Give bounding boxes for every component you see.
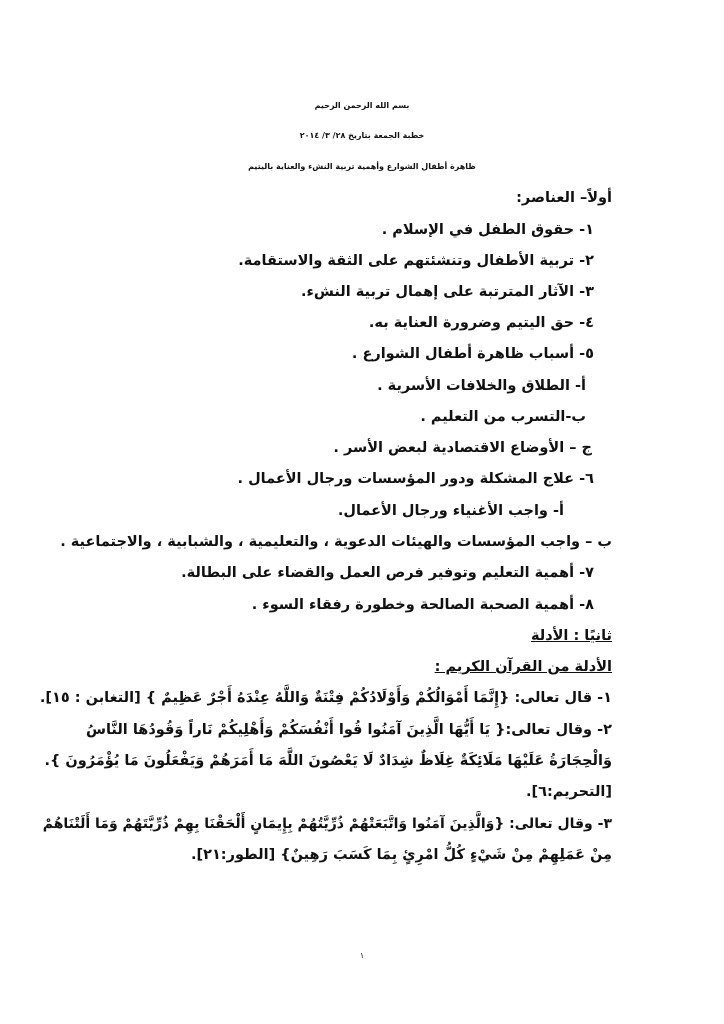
element-subitem-5b: ب-التسرب من التعليم .: [420, 409, 586, 425]
element-item-7: ٧- أهمية التعليم وتوفير فرص العمل والقضاء على البطالة.: [181, 565, 594, 581]
element-item-8: ٨- أهمية الصحبة الصالحة وخطورة رفقاء السوء .: [251, 597, 594, 613]
evidence-line-4: [التحريم:٦].: [525, 784, 612, 800]
evidence-subheading: الأدلة من القرآن الكريم :: [434, 659, 612, 675]
element-subitem-5a: أ- الطلاق والخلافات الأسرية .: [377, 378, 586, 394]
evidence-heading: ثانيًا : الأدلة: [530, 628, 612, 644]
basmala: بسم الله الرحمن الرحيم: [314, 101, 410, 110]
element-item-3: ٣- الآثار المترتبة على إهمال تربية النشء.: [300, 284, 594, 300]
element-item-6: ٦- علاج المشكلة ودور المؤسسات ورجال الأعمال .: [237, 471, 594, 487]
evidence-line-3: وَالْحِجَارَةُ عَلَيْهَا مَلَائِكَةٌ غِلَاظٌ شِدَادٌ لَا يَعْصُونَ اللَّهَ مَا أَمَرَهُمْ وَيَفْعَلُونَ مَا يُؤْمَرُونَ }.: [44, 753, 612, 769]
evidence-line-2: ٢- وقال تعالى:{ يَا أَيُّهَا الَّذِينَ آمَنُوا قُوا أَنْفُسَكُمْ وَأَهْلِيكُمْ نَاراً وَقُودُهَا النَّاسُ: [85, 722, 612, 738]
element-subitem-6b: ب – واجب المؤسسات والهيئات الدعوية ، والتعليمية ، والشبابية ، والاجتماعية .: [60, 534, 612, 550]
evidence-line-1: ١- قال تعالى: {إِنَّمَا أَمْوَالُكُمْ وَأَوْلَادُكُمْ فِتْنَةٌ وَاللَّهُ عِنْدَهُ أَجْرٌ عَظِيمٌ } [التغابن : ١٥].: [39, 690, 612, 706]
evidence-line-5: ٣- وقال تعالى: {وَالَّذِينَ آمَنُوا وَاتَّبَعَتْهُمْ ذُرِّيَّتُهُمْ بِإِيمَانٍ أَلْحَقْنَا بِهِمْ ذُرِّيَّتَهُمْ وَمَا أَلَتْنَاهُمْ: [42, 816, 612, 832]
element-item-2: ٢- تربية الأطفال وتنشئتهم على الثقة والاستقامة.: [238, 253, 594, 269]
element-item-5: ٥- أسباب ظاهرة أطفال الشوارع .: [351, 346, 594, 362]
elements-heading: أولاً– العناصر:: [516, 190, 612, 206]
element-item-4: ٤- حق اليتيم وضرورة العناية به.: [368, 315, 594, 331]
sermon-topic: ظاهرة أطفال الشوارع وأهمية تربية النشء والعناية باليتيم: [248, 162, 476, 171]
page-number: ١: [359, 951, 365, 960]
sermon-date-line: خطبة الجمعة بتاريخ ٢٨/ ٣/ ٢٠١٤: [299, 131, 425, 140]
element-item-1: ١- حقوق الطفل في الإسلام .: [381, 222, 594, 238]
evidence-line-6: مِنْ عَمَلِهِمْ مِنْ شَيْءٍ كُلُّ امْرِئٍ بِمَا كَسَبَ رَهِينٌ} [الطور:٢١].: [190, 847, 612, 863]
element-subitem-6a: أ- واجب الأغنياء ورجال الأعمال.: [337, 503, 564, 519]
element-subitem-5c: ج – الأوضاع الاقتصادية لبعض الأسر .: [333, 440, 592, 456]
